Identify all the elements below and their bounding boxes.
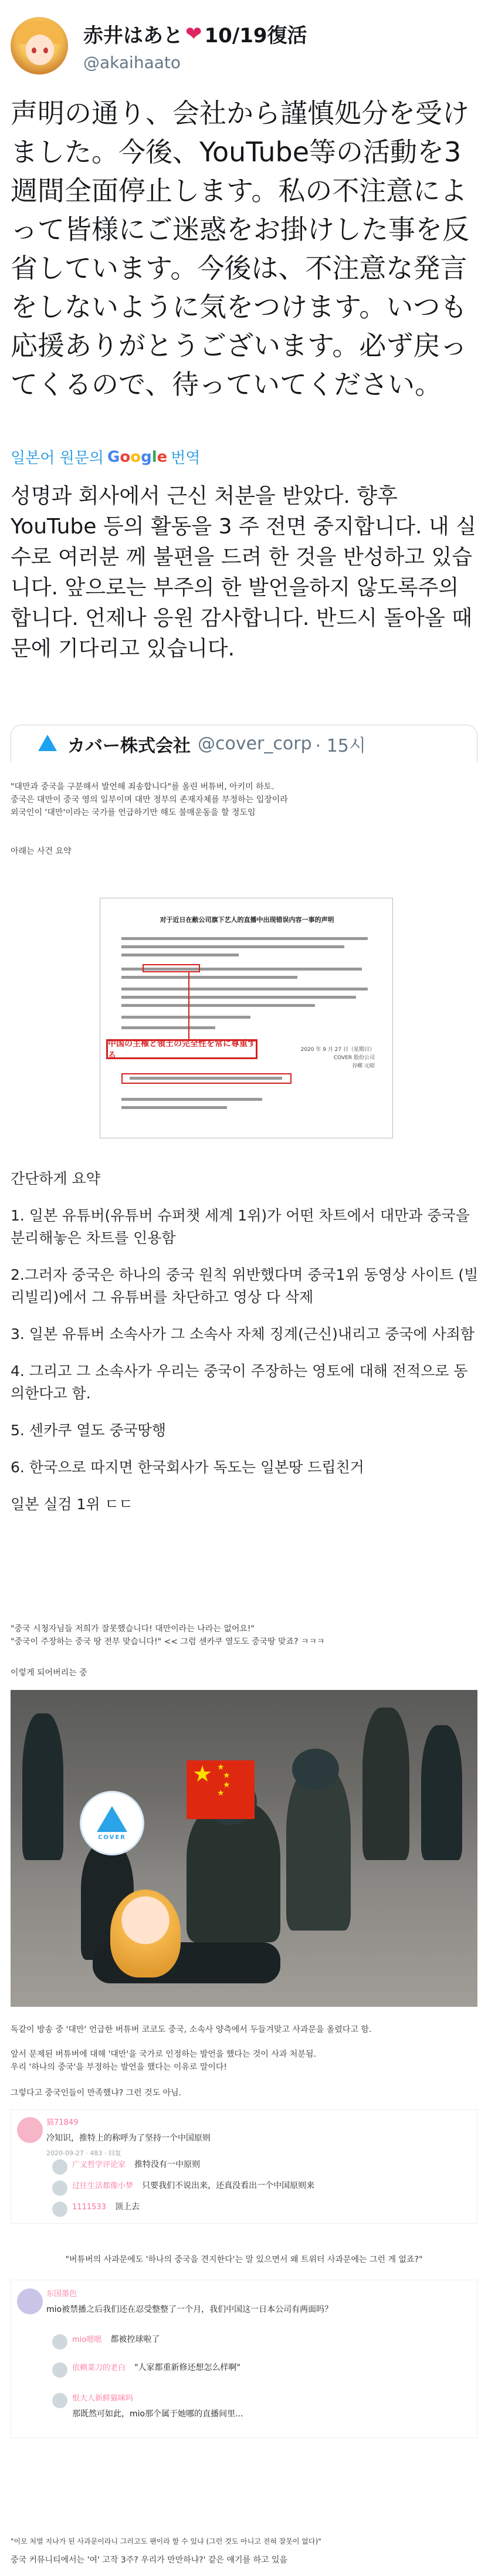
heart-icon: ❤	[185, 22, 202, 46]
avatar	[52, 2334, 67, 2349]
translated-text: 성명과 회사에서 근신 처분을 받았다. 향후 YouTube 등의 활동을 3 주 전면 중지합니다. 내 실수로 여러분 께 불편을 드려 한 것을 반성하고 있습니다. 앞으로는 부주의 한 발언을하지 않도록주의합니다. 언제나 응원 감사합니다. 반드시 돌아올 때문에 기다리고 있습니다.	[11, 484, 476, 661]
reply	[72, 2158, 483, 2171]
google-logo	[107, 448, 167, 466]
protest-meme-image	[11, 1690, 477, 2007]
reply-author[interactable]: 依赖菜刀的老白	[72, 2364, 126, 2372]
doc-title: 对于近日在敝公司旗下艺人的直播中出现错误内容一事的声明	[160, 916, 334, 924]
translate-prefix: 일본어 원문의	[11, 449, 104, 467]
tweet-text: 声明の通り、会社から謹慎処分を受けました。今後、YouTube等の活動を3週間全面停止します。私の不注意によって皆様にご迷惑をお掛けした事を反省しています。今後は、不注意な発言をしないように気をつけます。いつも応援ありがとうございます。必ず戻ってくるので、待っていてください。	[11, 97, 469, 400]
reply	[72, 2179, 483, 2192]
doc-company: COVER 股份公司	[333, 1055, 375, 1061]
blog-intro-3: 외국인이 '대만'이라는 국가를 언급하기만 해도 불매운동을 할 정도임	[11, 808, 256, 817]
google-letter: o	[130, 448, 141, 466]
comments2-caption: "이모 처벌 지나가 된 사과문이라니 그러고도 팬이라 할 수 있냐 (그런 것도 아니고 전혀 잘못이 없다)"	[11, 2537, 321, 2545]
comments-screenshot-1	[11, 2110, 477, 2224]
anime-character-overlay	[110, 1889, 181, 1977]
reply	[72, 2361, 483, 2374]
blog2-line-1: "중국 시청자님들 저희가 잘못했습니다! 대만이라는 나라는 없어요!"	[11, 1624, 255, 1634]
blog3-line-1: 독같이 방송 중 '대만' 언급한 버튜버 코코도 중국, 소속사 양측에서 두들겨맞고 사과문을 올렸다고 함.	[11, 2025, 372, 2034]
comment	[46, 2287, 457, 2316]
cover-logo-text: COVER	[98, 1834, 126, 1841]
doc-red-annotation: 中国の主権と領土の完全性を常に尊重する	[106, 1039, 257, 1059]
quoted-author-name[interactable]: カバー株式会社	[67, 735, 191, 756]
reply	[72, 2200, 483, 2213]
comment-author[interactable]: 东国墨色	[46, 2290, 77, 2298]
reply	[72, 2333, 483, 2346]
blog3-line-4: 그렇다고 중국인들이 만족했냐? 그런 것도 아님.	[11, 2088, 182, 2098]
avatar	[17, 2288, 43, 2314]
comment-text: mio被禁播之后我们还在忍受整整了一个月，我们中国这一日本公司有两面吗？	[46, 2305, 333, 2314]
blog2-line-3: 이렇게 되어버리는 중	[11, 1668, 87, 1678]
comment-text: 冷知识，推特上的称呼为了坚持一个中国原则	[46, 2134, 211, 2143]
translate-link[interactable]	[11, 446, 200, 468]
tweet-header	[11, 11, 477, 81]
display-name[interactable]	[83, 19, 307, 48]
china-flag-icon: ★ ★ ★ ★ ★	[187, 1760, 255, 1819]
summary-item: 1. 일본 유튜버(유튜버 슈퍼챗 세계 1위)가 어떤 차트에서 대만과 중국을 분리해놓은 차트를 인용함	[11, 1207, 470, 1246]
reply-text: 只要我们不说出来，还真没看出一个中国原则来	[142, 2181, 315, 2190]
blog2-line-2: "중국이 주장하는 중국 땅 전부 맞습니다!" << 그럼 센카쿠 열도도 중국땅 맞죠? ㅋㅋㅋ	[11, 1637, 325, 1647]
comment-meta: 2020-09-27 · 483 · 回复	[46, 2149, 121, 2157]
google-letter: e	[157, 448, 168, 466]
summary-item: 6. 한국으로 따지면 한국회사가 독도는 일본땅 드립친거	[11, 1459, 364, 1476]
statement-document-image	[100, 898, 393, 1138]
avatar	[52, 2393, 67, 2408]
display-name-text[interactable]: 赤井はあと	[83, 24, 183, 48]
summary-section	[11, 1168, 480, 1530]
summary-heading: 간단하게 요약	[11, 1170, 100, 1187]
user-handle[interactable]: @akaihaato	[83, 53, 181, 72]
cover-logo-icon	[80, 1791, 144, 1855]
quoted-author-handle[interactable]: @cover_corp	[198, 733, 312, 754]
reply-author[interactable]: 恨大人新鲜猫咪吗	[72, 2394, 134, 2403]
google-letter: o	[120, 448, 131, 466]
reply-text: 都被控球啦了	[110, 2335, 160, 2344]
reply-author[interactable]: 广义哲学评论家	[72, 2161, 126, 2169]
blog-intro-1: "대만과 중국을 구분해서 발언해 죄송합니다"를 올린 버튜버, 아키미 하토.	[11, 782, 274, 792]
avatar	[17, 2117, 43, 2143]
reply	[72, 2392, 448, 2421]
reply-text: 推特没有一中原则	[134, 2160, 201, 2169]
summary-item: 4. 그리고 그 소속사가 우리는 중국이 주장하는 영토에 대해 전적으로 동의한다고 함.	[11, 1363, 468, 1402]
reply-text: "人家都重新修还想怎么样啊"	[134, 2363, 240, 2372]
translate-suffix: 번역	[171, 449, 201, 467]
reply-author[interactable]: 过往生活都像小梦	[72, 2182, 134, 2190]
summary-item: 일본 실검 1위 ㄷㄷ	[11, 1496, 133, 1513]
google-letter: l	[151, 448, 157, 466]
blog3-line-3: 우리 '하나의 중국'을 부정하는 발언을 했다는 이유로 말이다!	[11, 2063, 228, 2072]
quoted-tweet-card[interactable]	[11, 725, 477, 762]
avatar[interactable]	[11, 17, 68, 75]
reply-author[interactable]: 1111533	[72, 2203, 106, 2212]
blog-intro-2: 중국은 대만이 중국 영의 일부이며 대만 정부의 존재자체를 부정하는 입장이라	[11, 795, 288, 804]
avatar	[52, 2159, 67, 2175]
google-letter: G	[107, 448, 120, 466]
comments-screenshot-2	[11, 2280, 477, 2438]
display-name-suffix: 10/19復活	[204, 24, 307, 48]
cover-logo-icon	[36, 732, 59, 756]
comment-author[interactable]: 猫71849	[46, 2118, 79, 2127]
comments1-caption: "버튜버의 사과문에도 '하나의 중국을 견지한다'는 말 있으면서 왜 트위터 사과문에는 그런 게 없죠?"	[65, 2255, 423, 2264]
summary-item: 5. 센카쿠 열도 중국땅행	[11, 1422, 167, 1439]
avatar	[52, 2202, 67, 2217]
google-letter: g	[141, 448, 152, 466]
comments2-tail: 중국 커뮤니티에서는 '여' 고작 3주? 우리가 만만하냐?' 같은 얘기를 하고 있음	[11, 2555, 288, 2565]
summary-item: 3. 일본 유튜버 소속사가 그 소속사 자체 징계(근신)내리고 중국에 사죄함	[11, 1326, 475, 1343]
avatar	[52, 2181, 67, 2196]
quoted-time: · 15시	[315, 735, 366, 756]
reply-author[interactable]: mio嗯嗯	[72, 2335, 102, 2344]
blog-summary-label: 아래는 사건 요약	[11, 847, 72, 856]
reply-text: 顶上去	[115, 2202, 140, 2212]
summary-item: 2.그러자 중국은 하나의 중국 원칙 위반했다며 중국1위 동영상 사이트 (빌리빌리)에서 그 유튜버를 차단하고 영상 다 삭제	[11, 1266, 479, 1306]
avatar	[52, 2362, 67, 2378]
author-block	[83, 19, 307, 72]
comment	[46, 2116, 457, 2158]
doc-date: 2020 年 9 月 27 日（星期日）	[300, 1047, 375, 1053]
doc-ceo: 谷鄉 元昭	[352, 1063, 375, 1069]
blog3-line-2: 앞서 문제된 버튜버에 대해 '대만'을 국가로 인정하는 발언을 했다는 것이 사과 처분됨.	[11, 2050, 316, 2059]
reply-text: 那既然可如此，mio那个属于她哪的直播间里...	[72, 2409, 243, 2419]
